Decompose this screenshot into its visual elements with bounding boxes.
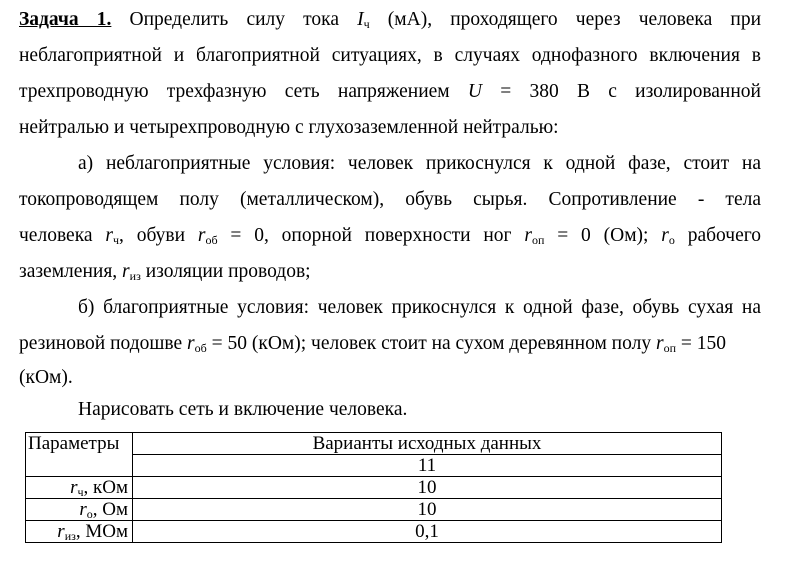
r-symbol: r xyxy=(524,225,532,246)
parameters-table xyxy=(25,432,722,543)
case-a-text-4-2: изоляции проводов; xyxy=(145,261,311,282)
table-row xyxy=(26,477,722,499)
case-a-line-1 xyxy=(78,152,761,176)
r-op-subscript: оп xyxy=(531,233,545,247)
intro-text-2: (мА), проходящего через человека при xyxy=(387,9,761,30)
param-subscript: о xyxy=(86,507,93,521)
r-symbol: r xyxy=(655,333,664,354)
case-b-text-2-1: резиновой подошве xyxy=(19,333,183,354)
value-cell: 0,1 xyxy=(133,521,722,543)
param-subscript: ч xyxy=(77,485,84,499)
r-ob-subscript: об xyxy=(194,341,207,355)
case-b-line-3 xyxy=(19,366,761,390)
task-intro-line-2 xyxy=(19,44,761,68)
table-header-row xyxy=(26,433,722,455)
param-symbol: r xyxy=(70,477,78,498)
case-a-text-4-1: заземления, xyxy=(19,261,118,282)
case-a-text-1: а) неблагоприятные условия: человек прикоснулся к одной фазе, стоит на xyxy=(78,153,761,174)
case-b-text-2-3: = 150 xyxy=(680,333,726,354)
variant-number: 11 xyxy=(133,455,722,477)
value-cell: 10 xyxy=(133,477,722,499)
case-a-line-4 xyxy=(19,260,761,284)
r-iz-subscript: из xyxy=(129,269,141,283)
case-b-text-2-2: = 50 (кОм); человек стоит на сухом деревянном полу xyxy=(211,333,652,354)
intro-line-2-text: неблагоприятной и благоприятной ситуациях, в случаях однофазного включения в xyxy=(19,45,761,66)
task-title: Задача 1. xyxy=(19,9,112,30)
intro-text-1: Определить силу тока xyxy=(129,9,339,30)
case-b-line-1 xyxy=(78,296,761,320)
r-symbol: r xyxy=(661,225,669,246)
param-unit: , Ом xyxy=(92,499,128,520)
current-subscript: ч xyxy=(363,17,370,31)
case-a-text-3-2: , обуви xyxy=(119,225,186,246)
case-b-text-3: (кОм). xyxy=(19,367,73,388)
case-b-text-1: б) благоприятные условия: человек прикоснулся к одной фазе, обувь сухая на xyxy=(78,297,761,318)
r-ob-subscript: об xyxy=(205,233,218,247)
param-unit: , МОм xyxy=(75,521,128,542)
param-cell xyxy=(26,477,133,499)
case-a-text-3-3: = 0, опорной поверхности ног xyxy=(230,225,512,246)
voltage-symbol: U xyxy=(467,81,482,102)
param-symbol: r xyxy=(79,499,87,520)
intro-line-3b: = 380 В с изолированной xyxy=(500,81,761,102)
task-intro-line-1 xyxy=(19,8,761,32)
draw-instruction-text: Нарисовать сеть и включение человека. xyxy=(78,399,408,420)
current-symbol: I xyxy=(357,9,364,30)
r-op-subscript: оп xyxy=(663,341,676,355)
r-symbol: r xyxy=(105,225,113,246)
draw-instruction xyxy=(78,398,793,422)
param-subscript: из xyxy=(64,529,76,543)
intro-line-3a: трехпроводную трехфазную сеть напряжением xyxy=(19,81,450,102)
r-o-subscript: о xyxy=(668,233,675,247)
header-params: Параметры xyxy=(26,433,133,477)
case-a-line-2 xyxy=(19,188,761,212)
r-symbol: r xyxy=(122,261,130,282)
value-cell: 10 xyxy=(133,499,722,521)
header-variants: Варианты исходных данных xyxy=(133,433,722,455)
case-a-text-3-4: = 0 (Ом); xyxy=(557,225,649,246)
case-a-text-2: токопроводящем полу (металлическом), обувь сырья. Сопротивление - тела xyxy=(19,189,761,210)
case-b-line-2 xyxy=(19,332,761,356)
param-symbol: r xyxy=(57,521,65,542)
table-row xyxy=(26,521,722,543)
task-intro-line-4 xyxy=(19,116,761,140)
param-unit: , кОм xyxy=(83,477,128,498)
case-a-text-3-1: человека xyxy=(19,225,93,246)
task-intro-line-3 xyxy=(19,80,761,104)
r-ch-subscript: ч xyxy=(112,233,119,247)
r-symbol: r xyxy=(187,333,195,354)
param-cell xyxy=(26,521,133,543)
case-a-line-3 xyxy=(19,224,761,248)
case-a-text-3-5: рабочего xyxy=(687,225,761,246)
table-row xyxy=(26,499,722,521)
r-symbol: r xyxy=(197,225,206,246)
param-cell xyxy=(26,499,133,521)
intro-line-4-text: нейтралью и четырехпроводную с глухозаземленной нейтралью: xyxy=(19,117,559,138)
